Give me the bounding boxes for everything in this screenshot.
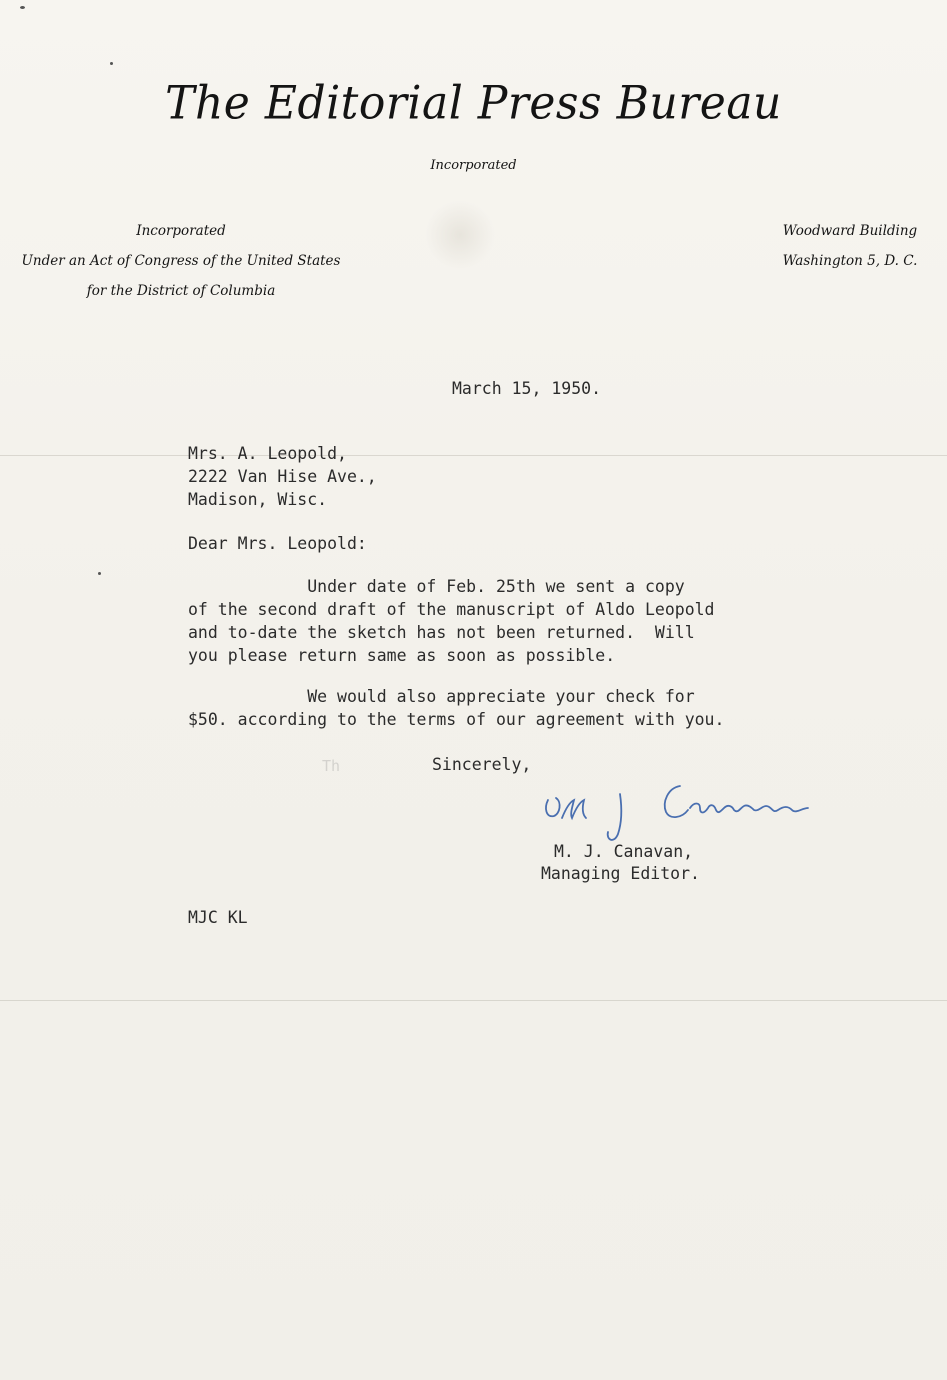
letter-date: March 15, 1950. xyxy=(452,379,602,398)
recipient-address: Mrs. A. Leopold, 2222 Van Hise Ave., Madison, Wisc. xyxy=(188,444,377,509)
paper-speck xyxy=(98,572,101,575)
fold-line xyxy=(0,1000,947,1001)
letterhead-address xyxy=(760,216,940,276)
body-paragraph-1: Under date of Feb. 25th we sent a copy of the second draft of the manuscript of Aldo Leopold and to-date the sketch has not been returned. Will you please return same as soon as possible. xyxy=(188,577,715,665)
address-line: Woodward Building xyxy=(782,223,918,239)
handwritten-signature xyxy=(540,778,820,848)
incorporation-line: Incorporated xyxy=(136,223,226,239)
body-paragraph-2: We would also appreciate your check for $50. according to the terms of our agreement with you. xyxy=(188,687,725,729)
paper-speck xyxy=(20,6,25,9)
ink-smudge: Th xyxy=(322,757,341,775)
address-line: Washington 5, D. C. xyxy=(782,253,918,269)
closing: Sincerely, xyxy=(432,755,532,774)
letterhead-incorporation xyxy=(6,216,356,306)
signer-name: M. J. Canavan, xyxy=(554,842,694,861)
letterhead-subtitle: Incorporated xyxy=(430,158,517,173)
fold-line xyxy=(0,455,947,456)
reference-initials: MJC KL xyxy=(188,908,248,927)
letterhead-title: The Editorial Press Bureau xyxy=(165,76,782,131)
paper-speck xyxy=(110,62,113,65)
embossed-seal xyxy=(425,200,495,270)
signer-title: Managing Editor. xyxy=(541,864,700,883)
incorporation-line: for the District of Columbia xyxy=(86,283,276,299)
incorporation-line: Under an Act of Congress of the United States xyxy=(21,253,341,269)
salutation: Dear Mrs. Leopold: xyxy=(188,534,367,553)
